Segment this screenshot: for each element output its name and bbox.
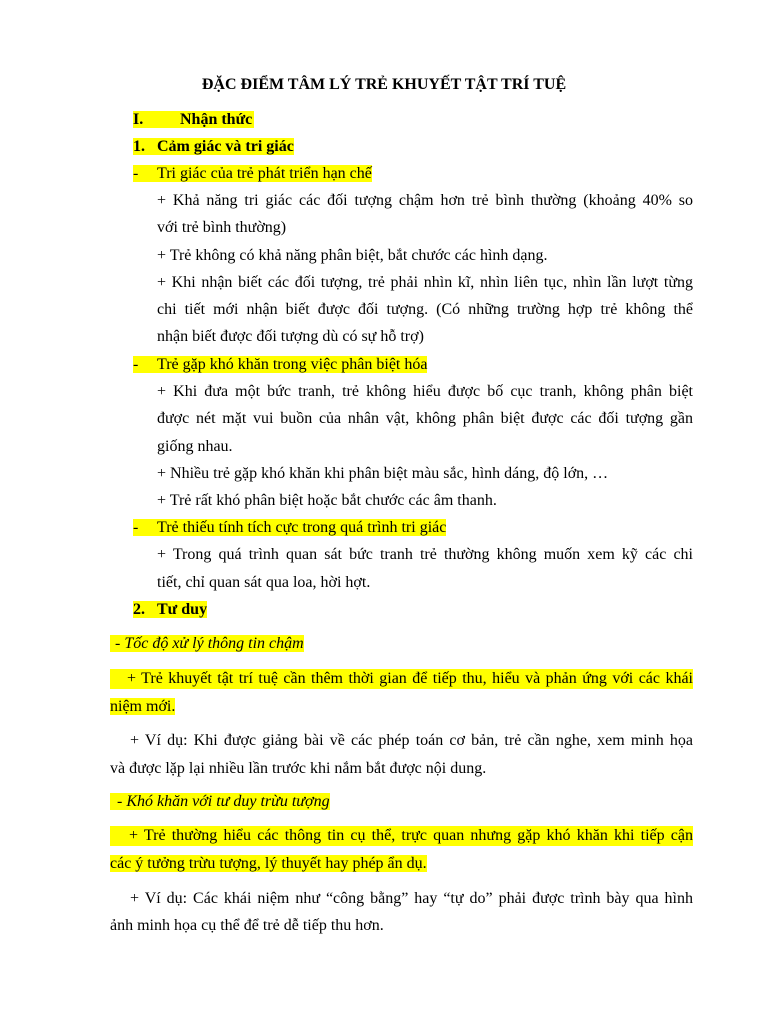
bullet-text: Trẻ thiếu tính tích cực trong quá trình tri giác: [157, 519, 447, 536]
paragraph-line: + Khả năng tri giác các đối tượng chậm hơn trẻ bình thường (khoảng 40% so: [157, 192, 693, 209]
paragraph-line: được nét mặt vui buồn của nhân vật, không phân biệt được các đối tượng gần: [157, 410, 693, 427]
paragraph-line: + Trẻ không có khả năng phân biệt, bắt chước các hình dạng.: [157, 247, 548, 264]
example-line: + Ví dụ: Khi được giảng bài về các phép toán cơ bản, trẻ cần nghe, xem minh họa: [130, 732, 693, 749]
paragraph-line: + Trong quá trình quan sát bức tranh trẻ thường không muốn xem kỹ các chi: [157, 546, 693, 563]
paragraph-line: tiết, chỉ quan sát qua loa, hời hợt.: [157, 574, 371, 591]
bullet-heading: [133, 355, 427, 375]
subsection-heading: [133, 600, 207, 620]
document-title: ĐẶC ĐIỂM TÂM LÝ TRẺ KHUYẾT TẬT TRÍ TUỆ: [201, 76, 567, 93]
example-line: ảnh minh họa cụ thể để trẻ dễ tiếp thu hơn.: [110, 917, 384, 934]
paragraph-line: với trẻ bình thường): [157, 219, 287, 236]
bullet-marker: -: [133, 165, 139, 182]
subsection-label: Tư duy: [157, 601, 208, 618]
example-line: và được lặp lại nhiều lần trước khi nắm bắt được nội dung.: [110, 760, 487, 777]
section-number: I.: [133, 111, 144, 128]
highlighted-line: niệm mới.: [110, 698, 176, 715]
bullet-text: Tri giác của trẻ phát triển hạn chế: [157, 165, 372, 182]
paragraph-line: nhận biết được đối tượng dù có sự hỗ trợ): [157, 328, 424, 345]
paragraph-line: giống nhau.: [157, 438, 233, 455]
subsection-heading: [133, 137, 294, 157]
section-label: Nhận thức: [180, 111, 253, 128]
paragraph-line: chi tiết mới nhận biết được đối tượng. (Có những trường hợp trẻ không thể: [157, 301, 693, 318]
subsection-number: 2.: [133, 601, 145, 618]
section-heading: [133, 110, 254, 130]
bullet-marker: -: [133, 356, 139, 373]
block-heading: - Khó khăn với tư duy trừu tượng: [110, 792, 330, 812]
bullet-heading: [133, 518, 446, 538]
example-line: + Ví dụ: Các khái niệm như “công bằng” hay “tự do” phải được trình bày qua hình: [130, 890, 693, 907]
bullet-heading: [133, 164, 372, 184]
paragraph-line: + Khi đưa một bức tranh, trẻ không hiểu được bố cục tranh, không phân biệt: [157, 383, 693, 400]
bullet-marker: -: [133, 519, 139, 536]
subsection-label: Cảm giác và tri giác: [157, 138, 294, 155]
highlighted-line: + Trẻ khuyết tật trí tuệ cần thêm thời gian để tiếp thu, hiểu và phản ứng với các khái: [110, 669, 693, 689]
highlighted-line: + Trẻ thường hiểu các thông tin cụ thể, trực quan nhưng gặp khó khăn khi tiếp cận: [110, 826, 693, 846]
paragraph-line: + Khi nhận biết các đối tượng, trẻ phải nhìn kĩ, nhìn liên tục, nhìn lần lượt từng: [157, 274, 693, 291]
subsection-number: 1.: [133, 138, 145, 155]
paragraph-line: + Nhiều trẻ gặp khó khăn khi phân biệt màu sắc, hình dáng, độ lớn, …: [157, 465, 609, 482]
highlighted-line: các ý tưởng trừu tượng, lý thuyết hay phép ẩn dụ.: [110, 855, 427, 872]
block-heading: - Tốc độ xử lý thông tin chậm: [110, 634, 304, 654]
paragraph-line: + Trẻ rất khó phân biệt hoặc bắt chước các âm thanh.: [157, 492, 497, 509]
bullet-text: Trẻ gặp khó khăn trong việc phân biệt hóa: [157, 356, 428, 373]
